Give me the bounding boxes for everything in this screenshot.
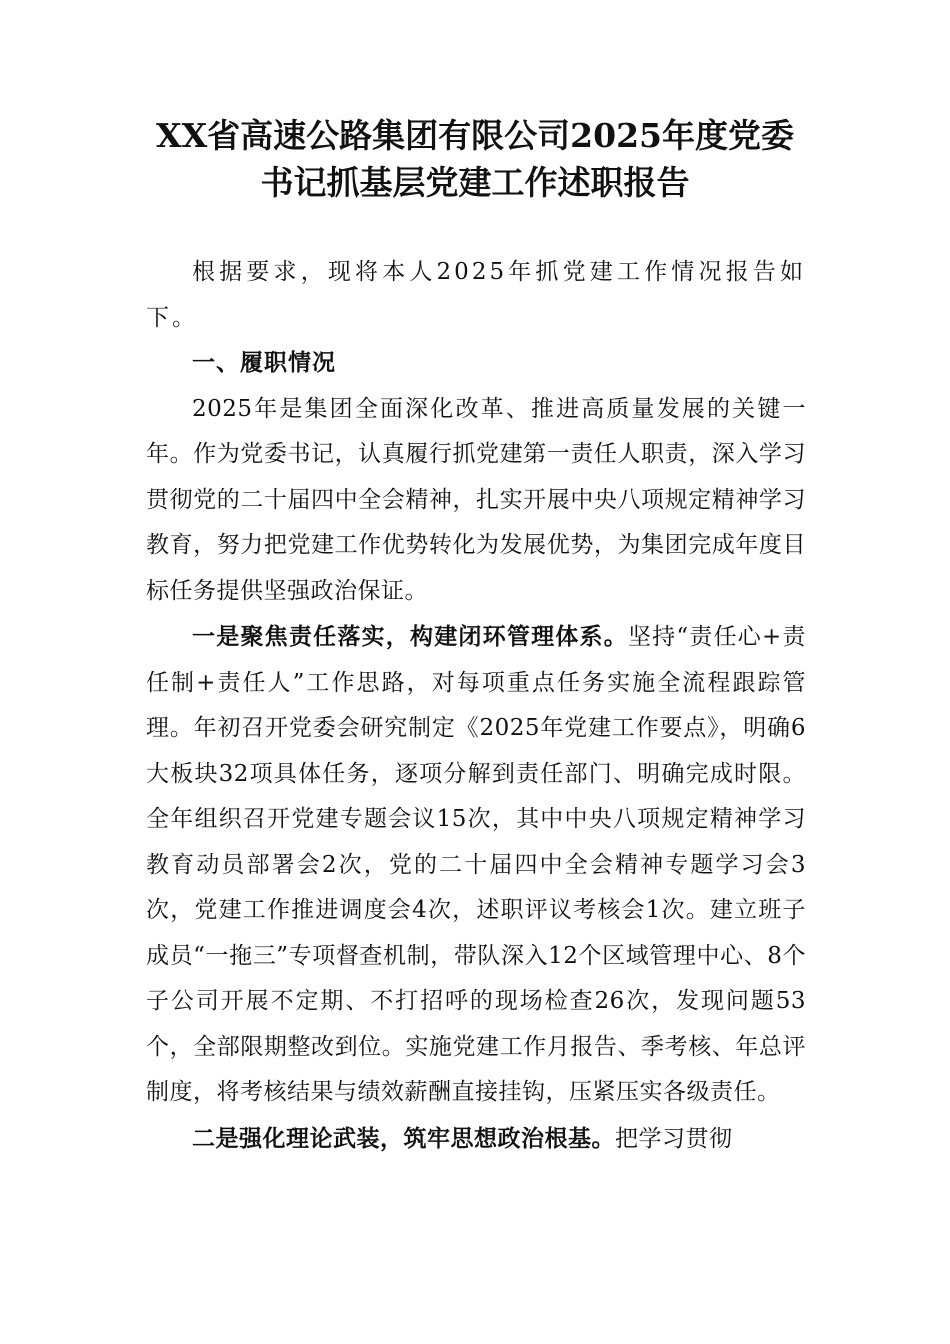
point1-paragraph	[146, 614, 806, 1116]
point2-paragraph	[146, 1116, 806, 1163]
point2-body: 把学习贯彻	[615, 1125, 733, 1152]
point1-lead: 一是聚焦责任落实，构建闭环管理体系。	[192, 623, 628, 650]
point2-lead: 二是强化理论武装，筑牢思想政治根基。	[192, 1124, 615, 1152]
section1-paragraph: 2025年是集团全面深化改革、推进高质量发展的关键一年。作为党委书记，认真履行抓党建第一责任人职责，深入学习贯彻党的二十届四中全会精神，扎实开展中央八项规定精神学习教育，努力把党建工作优势转化为发展优势，为集团完成年度目标任务提供坚强政治保证。	[146, 395, 806, 604]
section-heading: 一、履职情况	[192, 350, 336, 376]
intro-paragraph: 根据要求，现将本人2025年抓党建工作情况报告如下。	[146, 259, 806, 331]
document-title: XX省高速公路集团有限公司2025年度党委书记抓基层党建工作述职报告	[155, 116, 795, 202]
document-body	[146, 250, 806, 1162]
point1-body: 坚持“责任心+责任制+责任人”工作思路，对每项重点任务实施全流程跟踪管理。年初召开党委会研究制定《2025年党建工作要点》，明确6大板块32项具体任务，逐项分解到责任部门、明确完成时限。全年组织召开党建专题会议15次，其中中央八项规定精神学习教育动员部署会2次，党的二十届四中全会精神专题学习会3次，党建工作推进调度会4次，述职评议考核会1次。建立班子成员“一拖三”专项督查机制，带队深入12个区域管理中心、8个子公司开展不定期、不打招呼的现场检查26次，发现问题53个，全部限期整改到位。实施党建工作月报告、季考核、年总评制度，将考核结果与绩效薪酬直接挂钩，压紧压实各级责任。	[146, 624, 806, 1105]
